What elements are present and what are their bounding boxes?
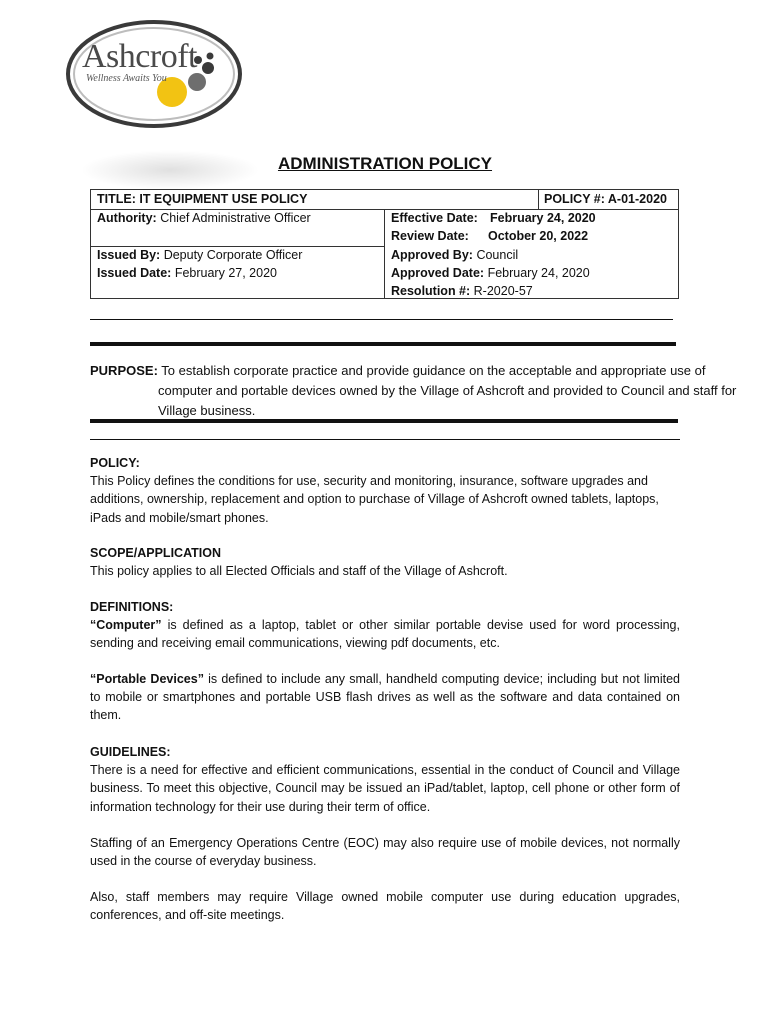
table-divider (384, 209, 385, 299)
guidelines-paragraph: There is a need for effective and efficient communications, essential in the conduct of Council and Village business. To meet this objective, Council may be issued an iPad/tablet, laptop, cell phone or other form of information technology for their use during their term of office. (90, 763, 680, 814)
purpose-section (90, 361, 743, 421)
computer-term: “Computer” (90, 618, 162, 633)
purpose-label: PURPOSE: (90, 363, 158, 378)
effective-date-value: February 24, 2020 (490, 211, 596, 225)
approved-date-label: Approved Date: (391, 266, 485, 280)
portable-devices-term: “Portable Devices” (90, 672, 204, 686)
ashcroft-logo (64, 18, 244, 130)
issued-date-value: February 27, 2020 (174, 266, 277, 280)
logo-wordmark: Ashcroft (82, 38, 197, 75)
computer-definition: is defined as a laptop, tablet or other similar portable devise used for word processing, sending and receiving email communications, viewing pdf documents, etc. (90, 618, 680, 651)
effective-date-label: Effective Date: (391, 211, 478, 225)
review-date-label: Review Date: (391, 229, 469, 243)
divider-rule (90, 319, 673, 320)
logo-tagline: Wellness Awaits You (86, 73, 167, 84)
policy-header-table (90, 189, 679, 299)
guidelines-paragraph: Staffing of an Emergency Operations Centre (EOC) may also require use of mobile devices, not normally used in the course of everyday business. (90, 836, 680, 869)
scope-heading: SCOPE/APPLICATION (90, 546, 222, 560)
portable-devices-definition: is defined to include any small, handheld computing device; including but not limited to mobile or smartphones and portable USB flash drives as well as the software and data contained on them. (90, 672, 680, 723)
table-divider (538, 190, 539, 209)
approved-date-field (391, 266, 590, 280)
definitions-heading: DEFINITIONS: (90, 600, 174, 614)
policy-title: TITLE: IT EQUIPMENT USE POLICY (97, 192, 308, 206)
issued-by-field (97, 248, 302, 262)
approved-by-field (391, 248, 518, 262)
guidelines-heading: GUIDELINES: (90, 745, 171, 759)
divider-rule (90, 439, 680, 440)
authority-value: Chief Administrative Officer (160, 211, 311, 225)
issued-by-label: Issued By: (97, 248, 161, 262)
scope-text: This policy applies to all Elected Officials and staff of the Village of Ashcroft. (90, 564, 508, 579)
policy-text: This Policy defines the conditions for use, security and monitoring, insurance, software upgrades and additions, ownership, replacement and option to purchase of Village of Ashcroft owned tablets, laptops, iPads and mobile/smart phones. (90, 474, 659, 525)
document-title: ADMINISTRATION POLICY (277, 154, 493, 173)
authority-label: Authority: (97, 211, 157, 225)
resolution-value: R-2020-57 (473, 284, 533, 298)
issued-date-field (97, 266, 277, 280)
issued-date-label: Issued Date: (97, 266, 172, 280)
approved-by-label: Approved By: (391, 248, 473, 262)
authority-field (97, 211, 311, 225)
definitions-section (90, 598, 680, 653)
resolution-field (391, 284, 533, 298)
review-date-value: October 20, 2022 (488, 229, 589, 243)
approved-date-value: February 24, 2020 (487, 266, 590, 280)
guidelines-section (90, 743, 680, 816)
scope-section (90, 544, 680, 580)
divider-rule (90, 419, 678, 423)
purpose-text: To establish corporate practice and provide guidance on the acceptable and appropriate use of computer and portable devices owned by the Village of Ashcroft and provided to Council and staff for Village business. (158, 363, 737, 418)
policy-heading: POLICY: (90, 456, 140, 470)
divider-rule (90, 342, 676, 346)
guidelines-paragraph: Also, staff members may require Village owned mobile computer use during education upgrades, conferences, and off-site meetings. (90, 890, 680, 923)
approved-by-value: Council (476, 248, 519, 262)
policy-section (90, 454, 680, 527)
resolution-label: Resolution #: (391, 284, 471, 298)
definition-portable-devices (90, 670, 680, 725)
issued-by-value: Deputy Corporate Officer (163, 248, 303, 262)
definition-computer (90, 616, 680, 652)
table-divider (91, 246, 384, 247)
policy-number: POLICY #: A-01-2020 (544, 192, 667, 206)
